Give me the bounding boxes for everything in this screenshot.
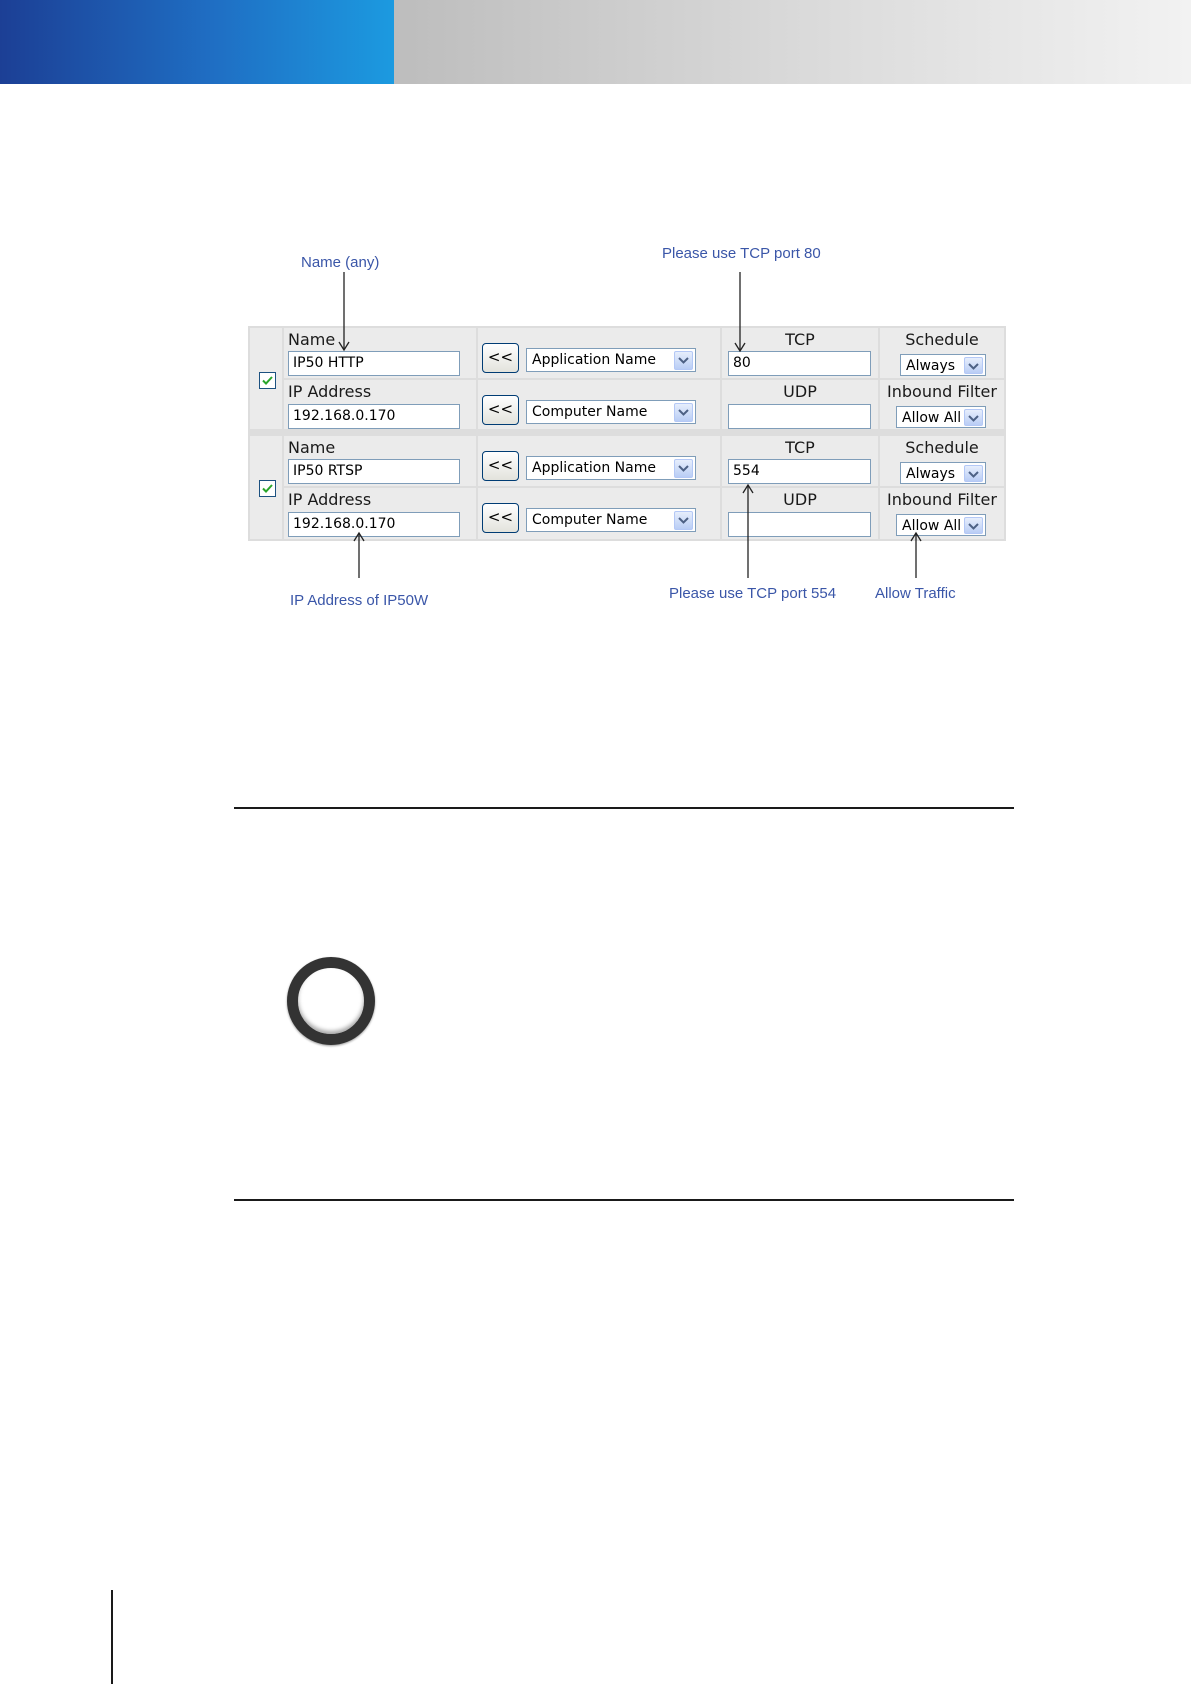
ip-address-label: IP Address bbox=[288, 382, 372, 401]
name-label: Name bbox=[288, 438, 336, 457]
inbound-filter-label: Inbound Filter bbox=[887, 490, 997, 509]
divider-top bbox=[234, 807, 1014, 809]
annotation-allow-traffic: Allow Traffic bbox=[875, 585, 956, 602]
note-ring-icon bbox=[287, 957, 375, 1045]
tcp-label: TCP bbox=[785, 438, 815, 457]
annotation-name-any: Name (any) bbox=[301, 254, 380, 271]
annotation-tcp-80: Please use TCP port 80 bbox=[662, 245, 821, 262]
name-label: Name bbox=[288, 330, 336, 349]
annotation-ip-address: IP Address of IP50W bbox=[290, 592, 429, 609]
rule-1-computer-copy-button[interactable]: << bbox=[482, 395, 519, 425]
ip-address-label: IP Address bbox=[288, 490, 372, 509]
udp-label: UDP bbox=[783, 382, 817, 401]
inbound-filter-value: Allow All bbox=[902, 410, 962, 426]
inbound-filter-label: Inbound Filter bbox=[887, 382, 997, 401]
schedule-label: Schedule bbox=[905, 330, 979, 349]
application-select-value: Application Name bbox=[532, 352, 656, 368]
rule-1-name-input[interactable]: IP50 HTTP bbox=[288, 351, 460, 376]
rule-2-app-copy-button[interactable]: << bbox=[482, 451, 519, 481]
application-select-value: Application Name bbox=[532, 460, 656, 476]
rule-1-tcp-input[interactable]: 80 bbox=[728, 351, 871, 376]
inbound-filter-value: Allow All bbox=[902, 518, 962, 534]
rule-2-tcp-input[interactable]: 554 bbox=[728, 459, 871, 484]
divider-bottom bbox=[234, 1199, 1014, 1201]
annotation-tcp-554: Please use TCP port 554 bbox=[669, 585, 837, 602]
schedule-label: Schedule bbox=[905, 438, 979, 457]
rule-2-computer-copy-button[interactable]: << bbox=[482, 503, 519, 533]
tcp-label: TCP bbox=[785, 330, 815, 349]
annotation-arrows bbox=[0, 0, 1191, 700]
computer-select-value: Computer Name bbox=[532, 404, 648, 420]
rule-1-app-copy-button[interactable]: << bbox=[482, 343, 519, 373]
schedule-select-value: Always bbox=[906, 358, 956, 374]
rule-2-name-input[interactable]: IP50 RTSP bbox=[288, 459, 460, 484]
page-margin-bar bbox=[111, 1590, 113, 1684]
rule-1-ip-input[interactable]: 192.168.0.170 bbox=[288, 404, 460, 429]
udp-label: UDP bbox=[783, 490, 817, 509]
schedule-select-value: Always bbox=[906, 466, 956, 482]
computer-select-value: Computer Name bbox=[532, 512, 648, 528]
rule-2-ip-input[interactable]: 192.168.0.170 bbox=[288, 512, 460, 537]
